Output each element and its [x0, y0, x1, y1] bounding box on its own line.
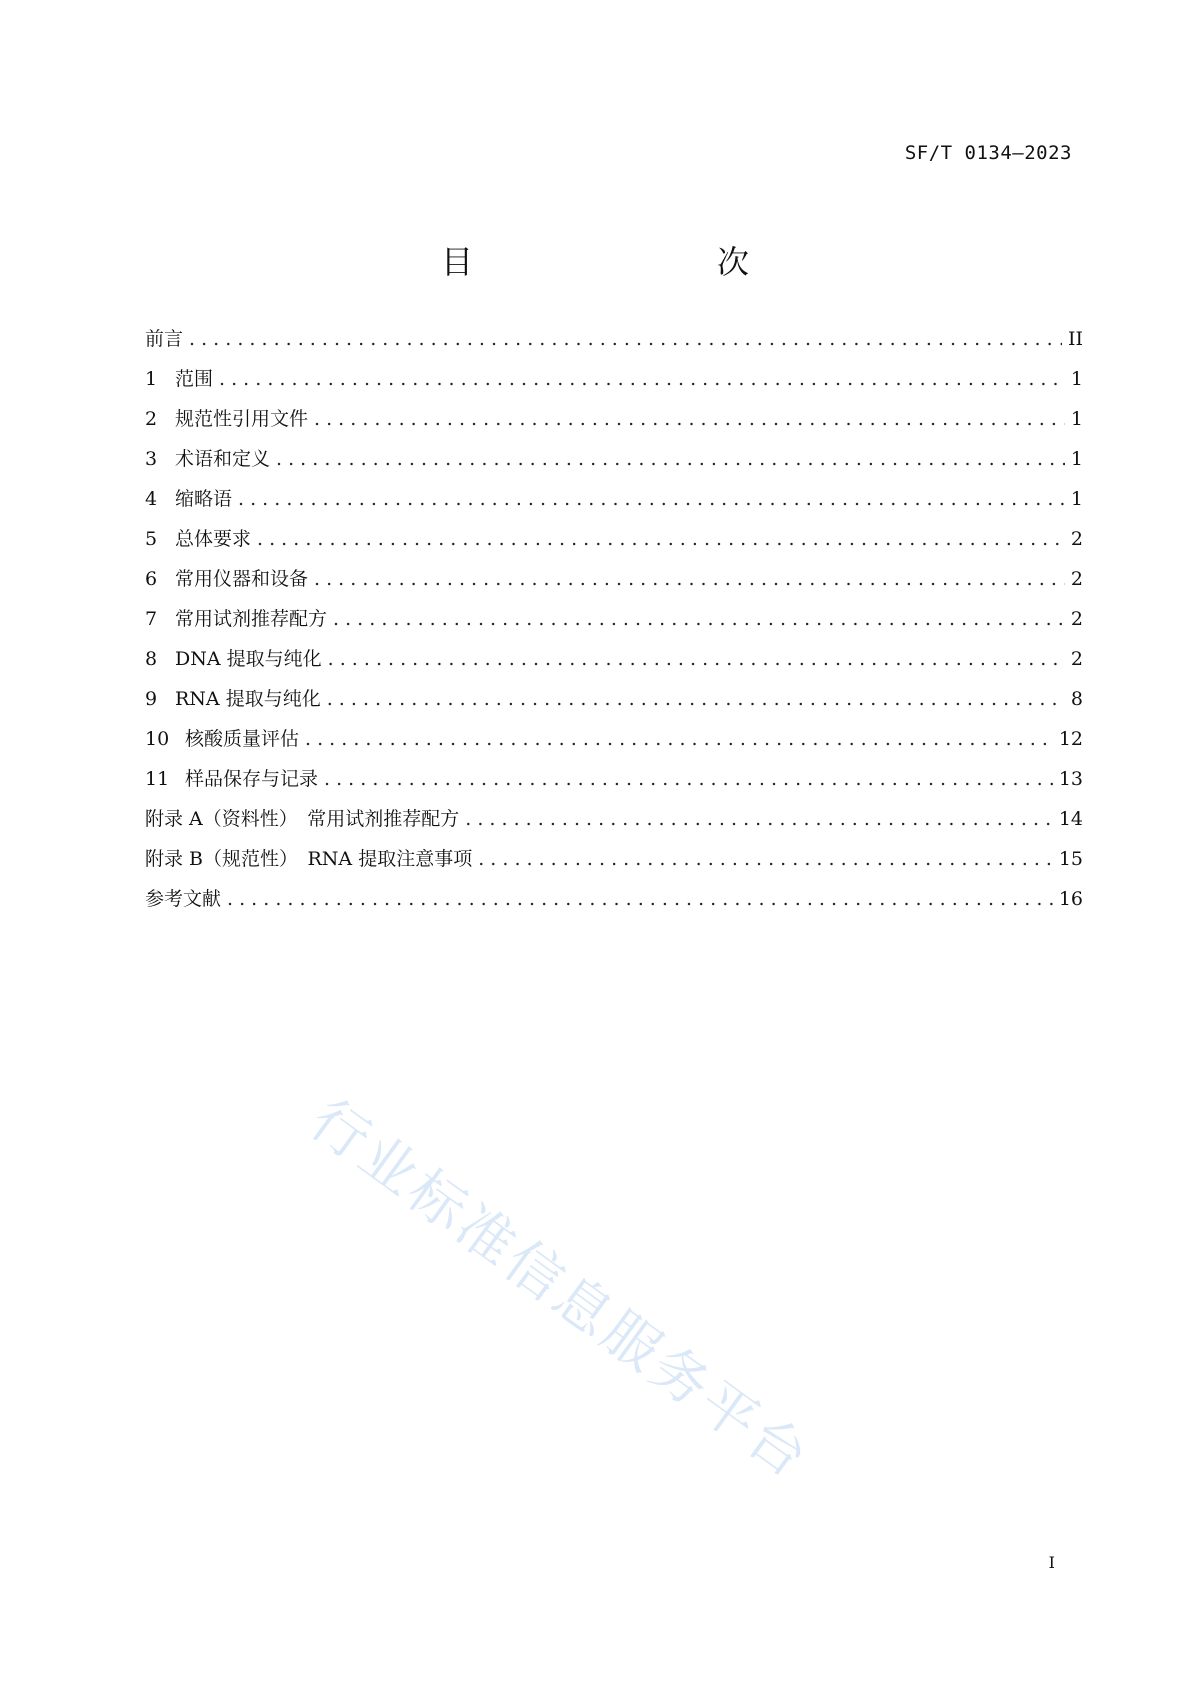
- toc-entry[interactable]: [145, 564, 1083, 604]
- toc-leader-dots: [314, 568, 1065, 590]
- toc-entry-page: 2: [1070, 608, 1083, 630]
- toc-entry[interactable]: [145, 884, 1083, 924]
- toc-entry-label: 附录 B（规范性） RNA 提取注意事项: [145, 848, 473, 870]
- toc-entry-number: 2: [145, 408, 158, 430]
- toc-entry-number: 9: [145, 688, 158, 710]
- table-of-contents: [145, 324, 1083, 924]
- toc-entry[interactable]: [145, 764, 1083, 804]
- toc-entry-page: 2: [1070, 568, 1083, 590]
- toc-entry-label: 缩略语: [175, 488, 233, 510]
- toc-entry-page: 16: [1058, 888, 1083, 910]
- toc-entry-number: 7: [145, 608, 158, 630]
- page-number: I: [1048, 1553, 1055, 1572]
- toc-entry-page: 1: [1070, 448, 1083, 470]
- toc-entry-page: 2: [1070, 528, 1083, 550]
- toc-entry-number: 4: [145, 488, 158, 510]
- toc-entry[interactable]: [145, 324, 1083, 364]
- toc-leader-dots: [238, 488, 1065, 510]
- toc-entry-label: 前言: [145, 328, 184, 350]
- toc-leader-dots: [219, 368, 1065, 390]
- toc-entry-number: 6: [145, 568, 158, 590]
- toc-entry-label: 常用仪器和设备: [175, 568, 309, 590]
- toc-entry-number: 5: [145, 528, 158, 550]
- toc-leader-dots: [324, 768, 1053, 790]
- watermark-text: 行业标准信息服务平台: [298, 1087, 822, 1493]
- toc-entry-page: 8: [1070, 688, 1083, 710]
- toc-entry-page: 1: [1070, 488, 1083, 510]
- toc-entry-page: 1: [1070, 408, 1083, 430]
- toc-entry-page: 2: [1070, 648, 1083, 670]
- toc-entry-page: 14: [1058, 808, 1083, 830]
- toc-entry-label: 参考文献: [145, 888, 222, 910]
- page-title: 目 次: [440, 243, 809, 281]
- toc-entry[interactable]: [145, 444, 1083, 484]
- toc-entry[interactable]: [145, 684, 1083, 724]
- toc-entry[interactable]: [145, 644, 1083, 684]
- toc-leader-dots: [327, 688, 1065, 710]
- toc-entry-label: 常用试剂推荐配方: [175, 608, 328, 630]
- toc-entry[interactable]: [145, 604, 1083, 644]
- toc-entry-label: 规范性引用文件: [175, 408, 309, 430]
- toc-leader-dots: [478, 848, 1053, 870]
- toc-entry[interactable]: [145, 404, 1083, 444]
- toc-entry[interactable]: [145, 484, 1083, 524]
- toc-leader-dots: [305, 728, 1053, 750]
- toc-entry-label: 术语和定义: [175, 448, 271, 470]
- toc-entry-number: 11: [145, 768, 170, 790]
- toc-leader-dots: [227, 888, 1053, 910]
- toc-entry-number: 1: [145, 368, 158, 390]
- toc-entry-page: 1: [1070, 368, 1083, 390]
- toc-entry-label: 样品保存与记录: [185, 768, 319, 790]
- toc-entry[interactable]: [145, 724, 1083, 764]
- toc-entry-page: II: [1067, 328, 1083, 350]
- toc-entry-label: 总体要求: [175, 528, 252, 550]
- toc-entry-page: 15: [1058, 848, 1083, 870]
- toc-leader-dots: [333, 608, 1065, 630]
- toc-entry-label: 范围: [175, 368, 214, 390]
- toc-entry[interactable]: [145, 804, 1083, 844]
- toc-leader-dots: [276, 448, 1065, 470]
- toc-entry[interactable]: [145, 364, 1083, 404]
- toc-entry-number: 8: [145, 648, 158, 670]
- toc-entry-label: 附录 A（资料性） 常用试剂推荐配方: [145, 808, 460, 830]
- toc-entry-number: 10: [145, 728, 170, 750]
- toc-entry-label: RNA 提取与纯化: [175, 688, 321, 710]
- toc-entry-label: DNA 提取与纯化: [175, 648, 322, 670]
- standard-number: SF/T 0134—2023: [904, 142, 1072, 164]
- toc-leader-dots: [465, 808, 1053, 830]
- toc-entry[interactable]: [145, 844, 1083, 884]
- toc-leader-dots: [257, 528, 1065, 550]
- toc-entry-page: 13: [1058, 768, 1083, 790]
- toc-entry-label: 核酸质量评估: [185, 728, 300, 750]
- toc-entry-number: 3: [145, 448, 158, 470]
- toc-leader-dots: [314, 408, 1065, 430]
- toc-leader-dots: [189, 328, 1062, 350]
- toc-leader-dots: [328, 648, 1065, 670]
- toc-entry-page: 12: [1058, 728, 1083, 750]
- toc-entry[interactable]: [145, 524, 1083, 564]
